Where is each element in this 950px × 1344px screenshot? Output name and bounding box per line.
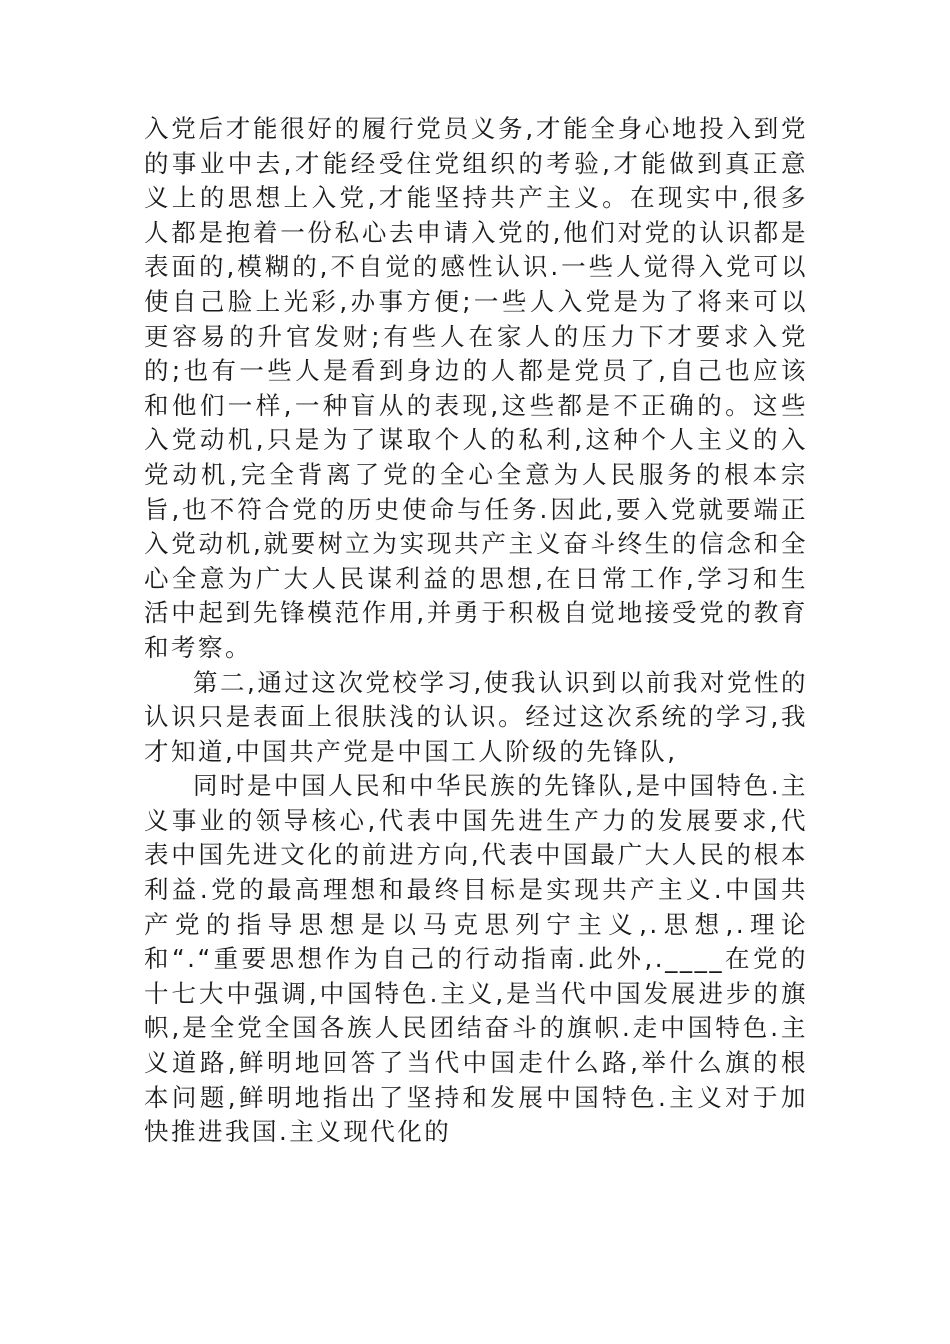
document-page bbox=[144, 112, 808, 1150]
paragraph-1: 入党后才能很好的履行党员义务,才能全身心地投入到党的事业中去,才能经受住党组织的考验,才能做到真正意义上的思想上入党,才能坚持共产主义。在现实中,很多人都是抱着一份私心去申请入党的,他们对党的认识都是表面的,模糊的,不自觉的感性认识.一些人觉得入党可以使自己脸上光彩,办事方便;一些人入党是为了将来可以更容易的升官发财;有些人在家人的压力下才要求入党的;也有一些人是看到身边的人都是党员了,自己也应该和他们一样,一种盲从的表现,这些都是不正确的。这些入党动机,只是为了谋取个人的私利,这种个人主义的入党动机,完全背离了党的全心全意为人民服务的根本宗旨,也不符合党的历史使命与任务.因此,要入党就要端正入党动机,就要树立为实现共产主义奋斗终生的信念和全心全意为广大人民谋利益的思想,在日常工作,学习和生活中起到先锋模范作用,并勇于积极自觉地接受党的教育和考察。 bbox=[144, 114, 808, 662]
paragraph-3: 同时是中国人民和中华民族的先锋队,是中国特色.主义事业的领导核心,代表中国先进生产力的发展要求,代表中国先进文化的前进方向,代表中国最广大人民的根本利益.党的最高理想和最终目标是实现共产主义.中国共产党的指导思想是以马克思列宁主义,.思想,.理论和“.“重要思想作为自己的行动指南.此外,.____在党的十七大中强调,中国特色.主义,是当代中国发展进步的旗帜,是全党全国各族人民团结奋斗的旗帜.走中国特色.主义道路,鲜明地回答了当代中国走什么路,举什么旗的根本问题,鲜明地指出了坚持和发展中国特色.主义对于加快推进我国.主义现代化的 bbox=[144, 771, 808, 1147]
paragraph-2: 第二,通过这次党校学习,使我认识到以前我对党性的认识只是表面上很肤浅的认识。经过这次系统的学习,我才知道,中国共产党是中国工人阶级的先锋队, bbox=[144, 667, 808, 766]
